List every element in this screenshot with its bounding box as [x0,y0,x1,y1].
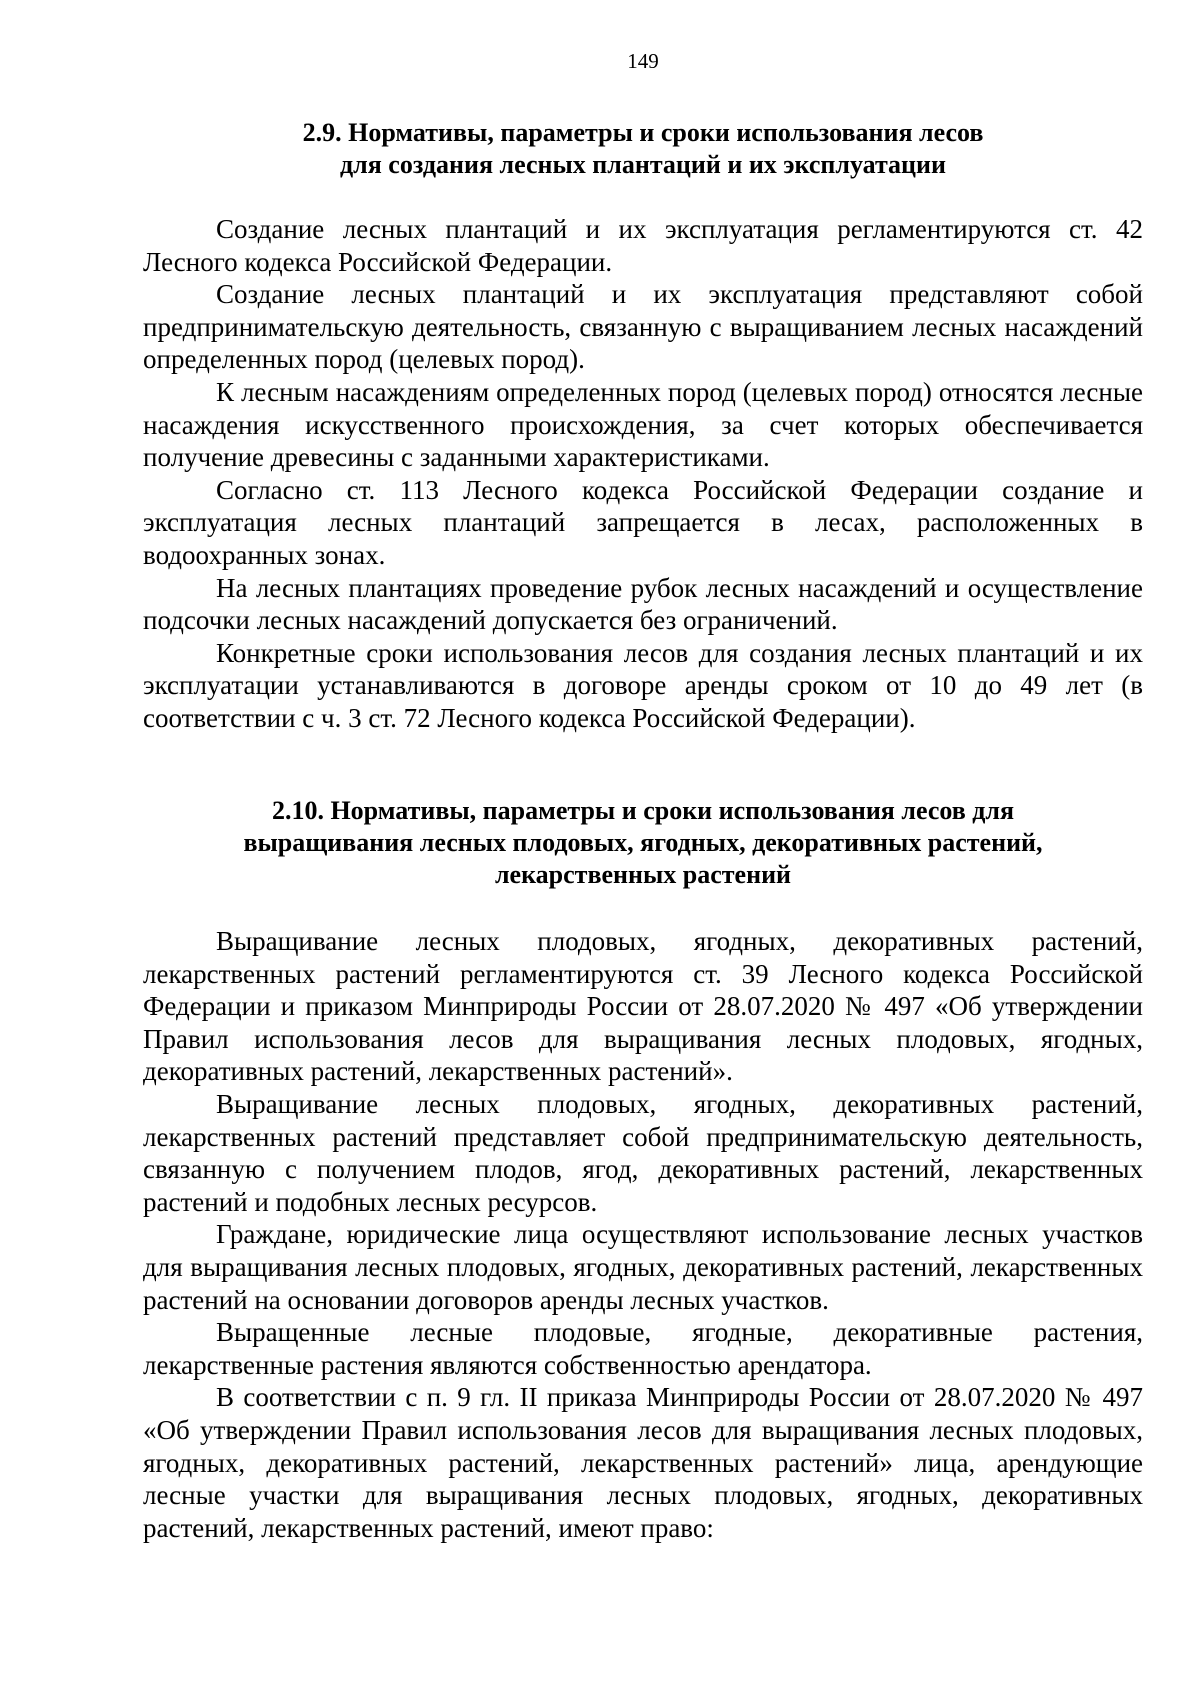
section-heading-2-10 [143,795,1143,891]
paragraph: Создание лесных плантаций и их эксплуатация регламентируются ст. 42 Лесного кодекса Российской Федерации. [143,214,1143,277]
heading-line: 2.9. Нормативы, параметры и сроки использования лесов [302,118,984,147]
paragraph: Выращивание лесных плодовых, ягодных, декоративных растений, лекарственных растений представляет собой предпринимательскую деятельность, связанную с получением плодов, ягод, декоративных растений, лекарственных растений и подобных лесных ресурсов. [143,1088,1143,1217]
page-number: 149 [627,49,659,73]
paragraph: Создание лесных плантаций и их эксплуатация представляют собой предпринимательскую деятельность, связанную с выращиванием лесных насаждений определенных пород (целевых пород). [143,279,1143,375]
paragraph: В соответствии с п. 9 гл. II приказа Минприроды России от 28.07.2020 № 497 «Об утверждении Правил использования лесов для выращивания лесных плодовых, ягодных, декоративных растений, лекарственных растений» лица, арендующие лесные участки для выращивания лесных плодовых, ягодных, декоративных растений, лекарственных растений, имеют право: [143,1382,1143,1543]
paragraph: Выращивание лесных плодовых, ягодных, декоративных растений, лекарственных растений регламентируются ст. 39 Лесного кодекса Российской Федерации и приказом Минприроды России от 28.07.2020 № 497 «Об утверждении Правил использования лесов для выращивания лесных плодовых, ягодных, декоративных растений, лекарственных растений». [143,926,1143,1087]
paragraph: Выращенные лесные плодовые, ягодные, декоративные растения, лекарственные растения являются собственностью арендатора. [143,1317,1143,1380]
paragraph: Конкретные сроки использования лесов для создания лесных плантаций и их эксплуатации устанавливаются в договоре аренды сроком от 10 до 49 лет (в соответствии с ч. 3 ст. 72 Лесного кодекса Российской Федерации). [143,637,1143,733]
paragraph: К лесным насаждениям определенных пород (целевых пород) относятся лесные насаждения искусственного происхождения, за счет которых обеспечивается получение древесины с заданными характеристиками. [143,376,1143,473]
paragraph: На лесных плантациях проведение рубок лесных насаждений и осуществление подсочки лесных насаждений допускается без ограничений. [143,572,1143,636]
heading-line: выращивания лесных плодовых, ягодных, декоративных растений, [243,828,1043,857]
heading-line: для создания лесных плантаций и их эксплуатации [340,150,946,179]
heading-line: 2.10. Нормативы, параметры и сроки использования лесов для [271,796,1015,825]
paragraph: Согласно ст. 113 Лесного кодекса Российской Федерации создание и эксплуатация лесных плантаций запрещается в лесах, расположенных в водоохранных зонах. [143,474,1143,570]
section-body-2-9 [143,213,1143,735]
heading-line: лекарственных растений [494,860,792,889]
section-heading-2-9 [143,117,1143,181]
section-body-2-10 [143,925,1143,1544]
paragraph: Граждане, юридические лица осуществляют использование лесных участков для выращивания лесных плодовых, ягодных, декоративных растений, лекарственных растений на основании договоров аренды лесных участков. [143,1219,1143,1315]
